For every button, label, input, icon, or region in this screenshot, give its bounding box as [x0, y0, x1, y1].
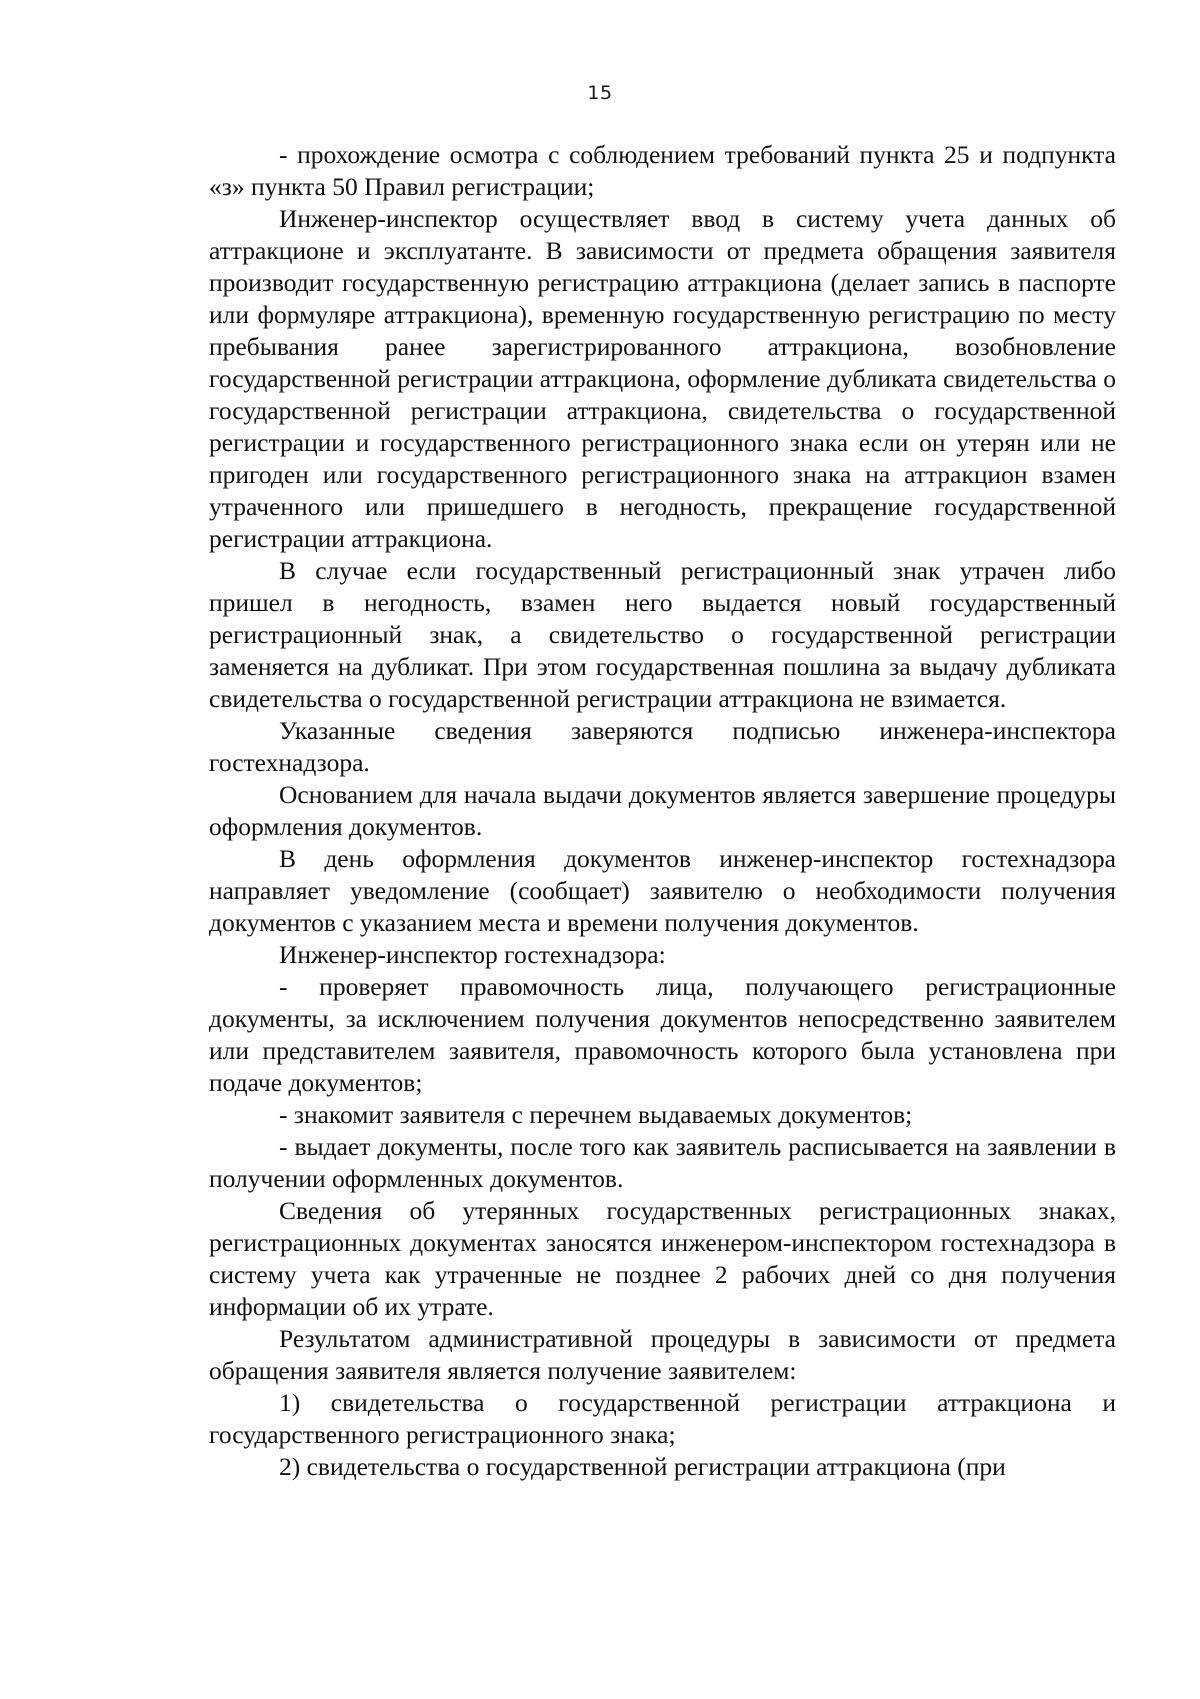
list-item-issue-documents: - выдает документы, после того как заявитель расписывается на заявлении в получении оформленных документов.: [209, 1132, 1116, 1193]
list-item-introduce-documents: - знакомит заявителя с перечнем выдаваемых документов;: [279, 1100, 913, 1129]
paragraph-registration-actions: Инженер-инспектор осуществляет ввод в систему учета данных об аттракционе и эксплуатанте. В зависимости от предмета обращения заявителя производит государственную регистрацию аттракциона (делает запись в паспорте или формуляре аттракциона), временную государственную регистрацию по месту пребывания ранее зарегистрированного аттракциона, возобновление государственной регистрации аттракциона, оформление дубликата свидетельства о государственной регистрации аттракциона, свидетельства о государственной регистрации и государственного регистрационного знака если он утерян или не пригоден или государственного регистрационного знака на аттракцион взамен утраченного или пришедшего в негодность, прекращение государственной регистрации аттракциона.: [209, 204, 1116, 553]
list-item-result-2: 2) свидетельства о государственной регистрации аттракциона (при: [279, 1452, 1006, 1481]
list-item-check-authority: - проверяет правомочность лица, получающего регистрационные документы, за исключением получения документов непосредственно заявителем или представителем заявителя, правомочность которого была установлена при подаче документов;: [209, 972, 1116, 1097]
document-body: [209, 139, 1116, 1483]
page-number: 15: [587, 82, 613, 104]
paragraph-signature: Указанные сведения заверяются подписью инженера-инспектора гостехнадзора.: [209, 716, 1116, 777]
paragraph-notification: В день оформления документов инженер-инспектор гостехнадзора направляет уведомление (сообщает) заявителю о необходимости получения документов с указанием места и времени получения документов.: [209, 844, 1116, 937]
paragraph-inspector-heading: Инженер-инспектор гостехнадзора:: [279, 940, 666, 969]
paragraph-lost-plate: В случае если государственный регистрационный знак утрачен либо пришел в негодность, взамен него выдается новый государственный регистрационный знак, а свидетельство о государственной регистрации заменяется на дубликат. При этом государственная пошлина за выдачу дубликата свидетельства о государственной регистрации аттракциона не взимается.: [209, 556, 1116, 713]
paragraph-issuance-basis: Основанием для начала выдачи документов является завершение процедуры оформления документов.: [209, 780, 1116, 841]
paragraph-result: Результатом административной процедуры в зависимости от предмета обращения заявителя является получение заявителем:: [209, 1324, 1116, 1385]
paragraph-lost-records: Сведения об утерянных государственных регистрационных знаках, регистрационных документах заносятся инженером-инспектором гостехнадзора в систему учета как утраченные не позднее 2 рабочих дней со дня получения информации об их утрате.: [209, 1196, 1116, 1321]
paragraph-inspection-item: - прохождение осмотра с соблюдением требований пункта 25 и подпункта «з» пункта 50 Правил регистрации;: [209, 140, 1116, 201]
list-item-result-1: 1) свидетельства о государственной регистрации аттракциона и государственного регистрационного знака;: [209, 1388, 1116, 1449]
